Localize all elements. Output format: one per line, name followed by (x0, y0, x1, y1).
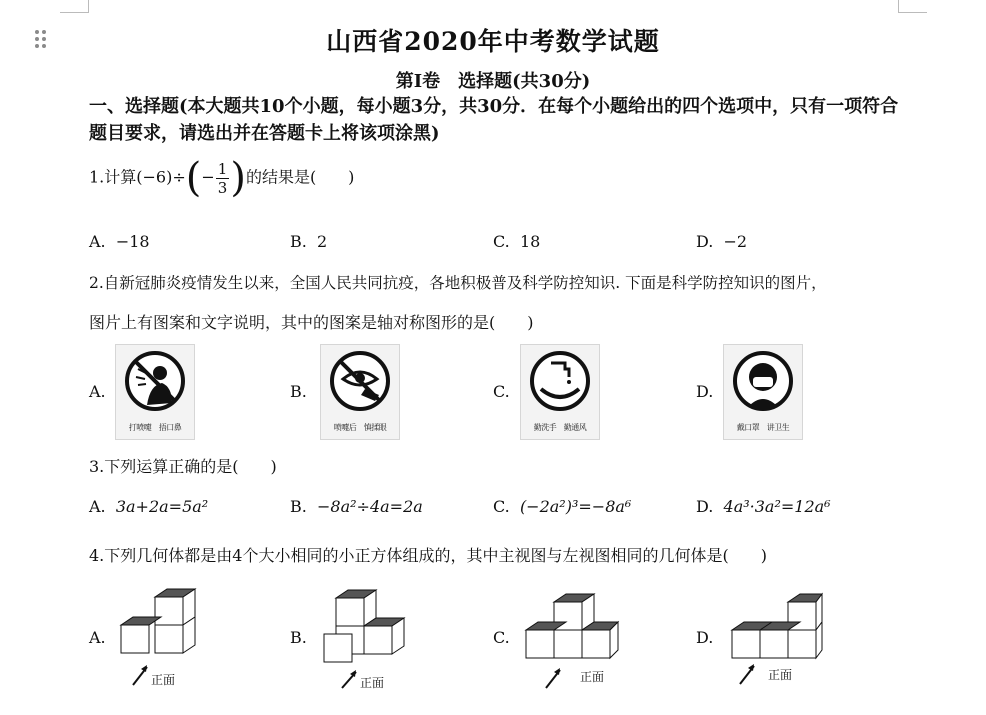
q2-caption-d: 戴口罩 讲卫生 (736, 423, 790, 432)
q4-front-label-d: 正面 (768, 668, 793, 682)
q4-option-c[interactable]: C. (493, 628, 510, 647)
q1-option-c[interactable]: C. 18 (493, 232, 541, 251)
q2-caption-a: 打喷嚏 捂口鼻 (128, 423, 182, 432)
q2-sign-a[interactable] (115, 344, 195, 440)
question-2-line-2: 图片上有图案和文字说明，其中的图案是轴对称图形的是( ) (89, 313, 534, 332)
q4-option-a[interactable]: A. (89, 628, 106, 647)
q3-option-c[interactable]: C. (−2a²)³=−8a⁶ (493, 497, 632, 516)
q2-option-b[interactable]: B. (290, 382, 307, 401)
page-corner-top-left (60, 0, 89, 13)
q3-option-d[interactable]: D. 4a³·3a²=12a⁶ (696, 497, 831, 516)
q4-solid-a[interactable] (115, 585, 205, 695)
q2-option-d[interactable]: D. (696, 382, 714, 401)
q3-option-a[interactable]: A. 3a+2a=5a² (89, 497, 209, 516)
q1-prefix: 1.计算 (89, 167, 137, 187)
q2-option-a[interactable]: A. (89, 382, 106, 401)
q4-solid-b[interactable] (318, 588, 408, 698)
q4-option-d[interactable]: D. (696, 628, 714, 647)
q4-solid-d[interactable] (726, 592, 826, 702)
q3-option-b[interactable]: B. −8a²÷4a=2a (290, 497, 423, 516)
q2-sign-c[interactable] (520, 344, 600, 440)
q2-caption-c: 勤洗手 勤通风 (533, 423, 587, 432)
q1-suffix: 的结果是( ) (245, 167, 355, 187)
q2-sign-b[interactable] (320, 344, 400, 440)
question-3: 3.下列运算正确的是( ) (89, 457, 277, 476)
q4-option-b[interactable]: B. (290, 628, 307, 647)
q1-fraction: $\frac{1}{3}$ (217, 159, 228, 197)
cube-figure-c (520, 592, 620, 702)
section-subtitle: 第Ⅰ卷 选择题(共30分) (395, 71, 591, 92)
page-title: 山西省2020年中考数学试题 (326, 27, 660, 56)
q4-solid-c[interactable] (520, 592, 620, 702)
q1-option-d[interactable]: D. −2 (696, 232, 748, 251)
question-2-line-1: 2.自新冠肺炎疫情发生以来，全国人民共同抗疫，各地积极普及科学防控知识. 下面是科学防控知识的图片， (89, 274, 827, 292)
q1-option-a[interactable]: A. −18 (89, 232, 150, 251)
q1-minus: − (201, 167, 215, 187)
question-1: 1.计算(−6)÷(− $\frac{1}{3}$ )的结果是( ) (89, 155, 355, 201)
section-instructions: 一、选择题(本大题共10个小题，每小题3分，共30分．在每个小题给出的四个选项中，只有一项符合题目要求，请选出并在答题卡上将该项涂黑) (89, 96, 899, 144)
q2-caption-b: 喷嚏后 慎揉眼 (333, 423, 387, 432)
page-corner-top-right (898, 0, 927, 13)
q2-sign-d[interactable] (723, 344, 803, 440)
q1-option-b[interactable]: B. 2 (290, 232, 328, 251)
q4-front-label-c: 正面 (580, 670, 605, 684)
q1-expr: (−6)÷ (136, 167, 186, 187)
question-4: 4.下列几何体都是由4个大小相同的小正方体组成的，其中主视图与左视图相同的几何体是( ) (89, 546, 767, 565)
q2-option-c[interactable]: C. (493, 382, 510, 401)
cube-figure-d (726, 592, 826, 702)
q4-front-label-b: 正面 (360, 676, 385, 690)
q4-front-label-a: 正面 (151, 673, 176, 687)
